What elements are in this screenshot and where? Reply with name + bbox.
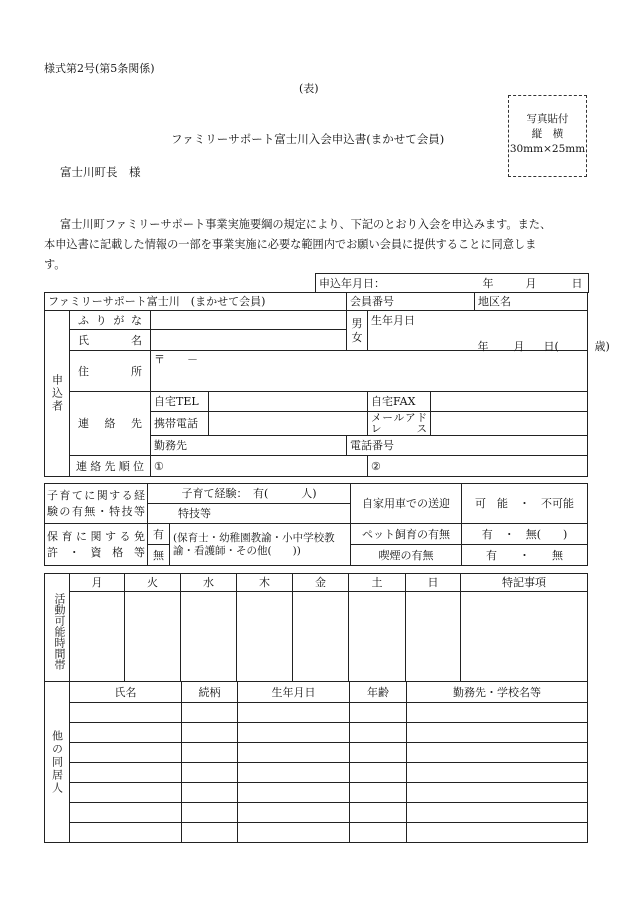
home-tel-field[interactable] (209, 392, 368, 412)
co-cell[interactable] (350, 783, 407, 803)
form-number: 様式第2号(第5条関係) (44, 62, 155, 75)
name-field[interactable] (151, 330, 347, 351)
sex-field[interactable] (347, 311, 368, 351)
address-field[interactable] (151, 351, 588, 392)
co-cell[interactable] (407, 703, 588, 723)
co-cell[interactable] (182, 703, 238, 723)
co-cell[interactable] (238, 723, 350, 743)
co-cell[interactable] (238, 783, 350, 803)
form-side: (表) (299, 82, 319, 95)
email-label: メールアドレス (368, 412, 431, 436)
home-tel-label: 自宅TEL (151, 392, 209, 412)
co-cell[interactable] (350, 703, 407, 723)
license-no[interactable]: 無 (148, 545, 170, 566)
childcare-experience[interactable]: 子育て経験： 有( 人) (148, 484, 351, 504)
dob-label: 生年月日 (368, 311, 588, 330)
table-row[interactable] (70, 703, 182, 723)
co-cell[interactable] (182, 743, 238, 763)
co-cell[interactable] (182, 803, 238, 823)
photo-label: 写真貼付 (526, 113, 569, 125)
co-cell[interactable] (238, 763, 350, 783)
table-row[interactable] (70, 783, 182, 803)
table-row[interactable] (70, 823, 182, 843)
co-relation-header: 続柄 (182, 682, 238, 703)
skills-label: 特技等 (178, 507, 211, 520)
car-label: 自家用車での送迎 (351, 484, 462, 524)
sun-field[interactable] (406, 592, 461, 682)
sex-female: 女 (351, 330, 363, 344)
car-options[interactable]: 可 能 ・ 不可能 (462, 484, 588, 524)
co-cell[interactable] (238, 823, 350, 843)
priority-2[interactable]: ② (368, 456, 588, 477)
co-cell[interactable] (407, 763, 588, 783)
notes-label: 特記事項 (461, 574, 588, 592)
day-fri: 金 (293, 574, 349, 592)
co-cell[interactable] (407, 783, 588, 803)
furigana-label: ふりがな (70, 311, 151, 330)
photo-orient: 縦 横 (531, 128, 564, 140)
intro-line-1: 富士川町ファミリーサポート事業実施要綱の規定により、下記のとおり入会を申込みます。また、 (60, 218, 552, 231)
day-mon: 月 (70, 574, 125, 592)
applicant-label: 申込者 (45, 311, 70, 477)
cohabitants-label: 他の同居人 (45, 682, 70, 843)
area-name[interactable]: 地区名 (475, 293, 588, 311)
dob-day: 日( (543, 339, 559, 353)
org-label: ファミリーサポート富士川 (まかせて会員) (45, 293, 347, 311)
application-date-label: 申込年月日： (319, 276, 385, 290)
priority-1[interactable]: ① (151, 456, 368, 477)
mobile-field[interactable] (209, 412, 368, 436)
co-cell[interactable] (182, 783, 238, 803)
co-cell[interactable] (182, 763, 238, 783)
table-row[interactable] (70, 763, 182, 783)
intro-line-3: す。 (44, 258, 66, 271)
furigana-field[interactable] (151, 311, 347, 330)
fri-field[interactable] (293, 592, 349, 682)
thu-field[interactable] (237, 592, 293, 682)
address-label: 住所 (70, 351, 151, 392)
postal-mark: 〒 － (154, 353, 198, 366)
qualification-form (44, 483, 588, 566)
phone-label: 電話番号 (350, 439, 394, 452)
email-field[interactable] (431, 412, 588, 436)
tue-field[interactable] (125, 592, 181, 682)
dob-year: 年 (477, 339, 489, 353)
co-cell[interactable] (350, 823, 407, 843)
member-number[interactable]: 会員番号 (347, 293, 475, 311)
childcare-label: 子育てに関する経験の有無・特技等 (45, 484, 148, 524)
co-work-header: 勤務先・学校名等 (407, 682, 588, 703)
notes-field[interactable] (461, 592, 588, 682)
license-label: 保育に関する免許・資格等 (45, 524, 148, 566)
co-cell[interactable] (350, 723, 407, 743)
year-unit: 年 (482, 276, 494, 290)
co-cell[interactable] (407, 823, 588, 843)
day-unit: 日 (571, 276, 583, 290)
table-row[interactable] (70, 723, 182, 743)
co-cell[interactable] (238, 803, 350, 823)
co-cell[interactable] (350, 803, 407, 823)
activity-table (44, 573, 588, 682)
work-label: 勤務先 (151, 436, 347, 456)
application-date-cell[interactable] (316, 274, 589, 293)
sex-male: 男 (351, 316, 363, 330)
table-row[interactable] (70, 803, 182, 823)
license-types[interactable]: (保育士・幼稚園教諭・小中学校教諭・看護師・その他( )) (170, 524, 351, 566)
mobile-label: 携帯電話 (151, 412, 209, 436)
application-form (44, 292, 610, 477)
co-cell[interactable] (238, 703, 350, 723)
day-wed: 水 (181, 574, 237, 592)
priority-label: 連絡先順位 (70, 456, 151, 477)
home-fax-field[interactable] (431, 392, 588, 412)
addressee: 富士川町長 様 (60, 165, 141, 179)
sat-field[interactable] (349, 592, 406, 682)
license-yes[interactable]: 有 (148, 524, 170, 545)
co-cell[interactable] (350, 763, 407, 783)
intro-line-2: 本申込書に記載した情報の一部を事業実施に必要な範囲内でお願い会員に提供することに同意しま (44, 238, 537, 251)
day-thu: 木 (237, 574, 293, 592)
co-cell[interactable] (407, 723, 588, 743)
table-row[interactable] (70, 743, 182, 763)
dob-month: 月 (513, 339, 525, 353)
dob-field[interactable]: 年 月 日( 歳) (368, 330, 588, 351)
co-cell[interactable] (407, 743, 588, 763)
day-sat: 土 (349, 574, 406, 592)
contact-label: 連絡先 (70, 392, 151, 456)
mon-field[interactable] (70, 592, 125, 682)
home-fax-label: 自宅FAX (368, 392, 431, 412)
skills-field[interactable] (148, 504, 351, 524)
co-cell[interactable] (182, 823, 238, 843)
co-dob-header: 生年月日 (238, 682, 350, 703)
co-cell[interactable] (238, 743, 350, 763)
co-cell[interactable] (182, 723, 238, 743)
wed-field[interactable] (181, 592, 237, 682)
photo-box (508, 95, 587, 177)
co-cell[interactable] (350, 743, 407, 763)
day-tue: 火 (125, 574, 181, 592)
smoke-options[interactable]: 有 ・ 無 (462, 545, 588, 566)
co-age-header: 年齢 (350, 682, 407, 703)
pet-options[interactable]: 有 ・ 無( ) (462, 524, 588, 545)
day-sun: 日 (406, 574, 461, 592)
smoke-label: 喫煙の有無 (351, 545, 462, 566)
page-title: ファミリーサポート富士川入会申込書(まかせて会員) (171, 132, 445, 146)
co-name-header: 氏名 (70, 682, 182, 703)
pet-label: ペット飼育の有無 (351, 524, 462, 545)
month-unit: 月 (525, 276, 537, 290)
co-cell[interactable] (407, 803, 588, 823)
work-phone-label (347, 436, 588, 456)
photo-size: 30mm×25mm (509, 143, 586, 155)
name-label: 氏名 (70, 330, 151, 351)
application-date (315, 273, 589, 293)
activity-label: 活動可能時間帯 (45, 574, 70, 682)
cohabitants-table (44, 681, 588, 843)
